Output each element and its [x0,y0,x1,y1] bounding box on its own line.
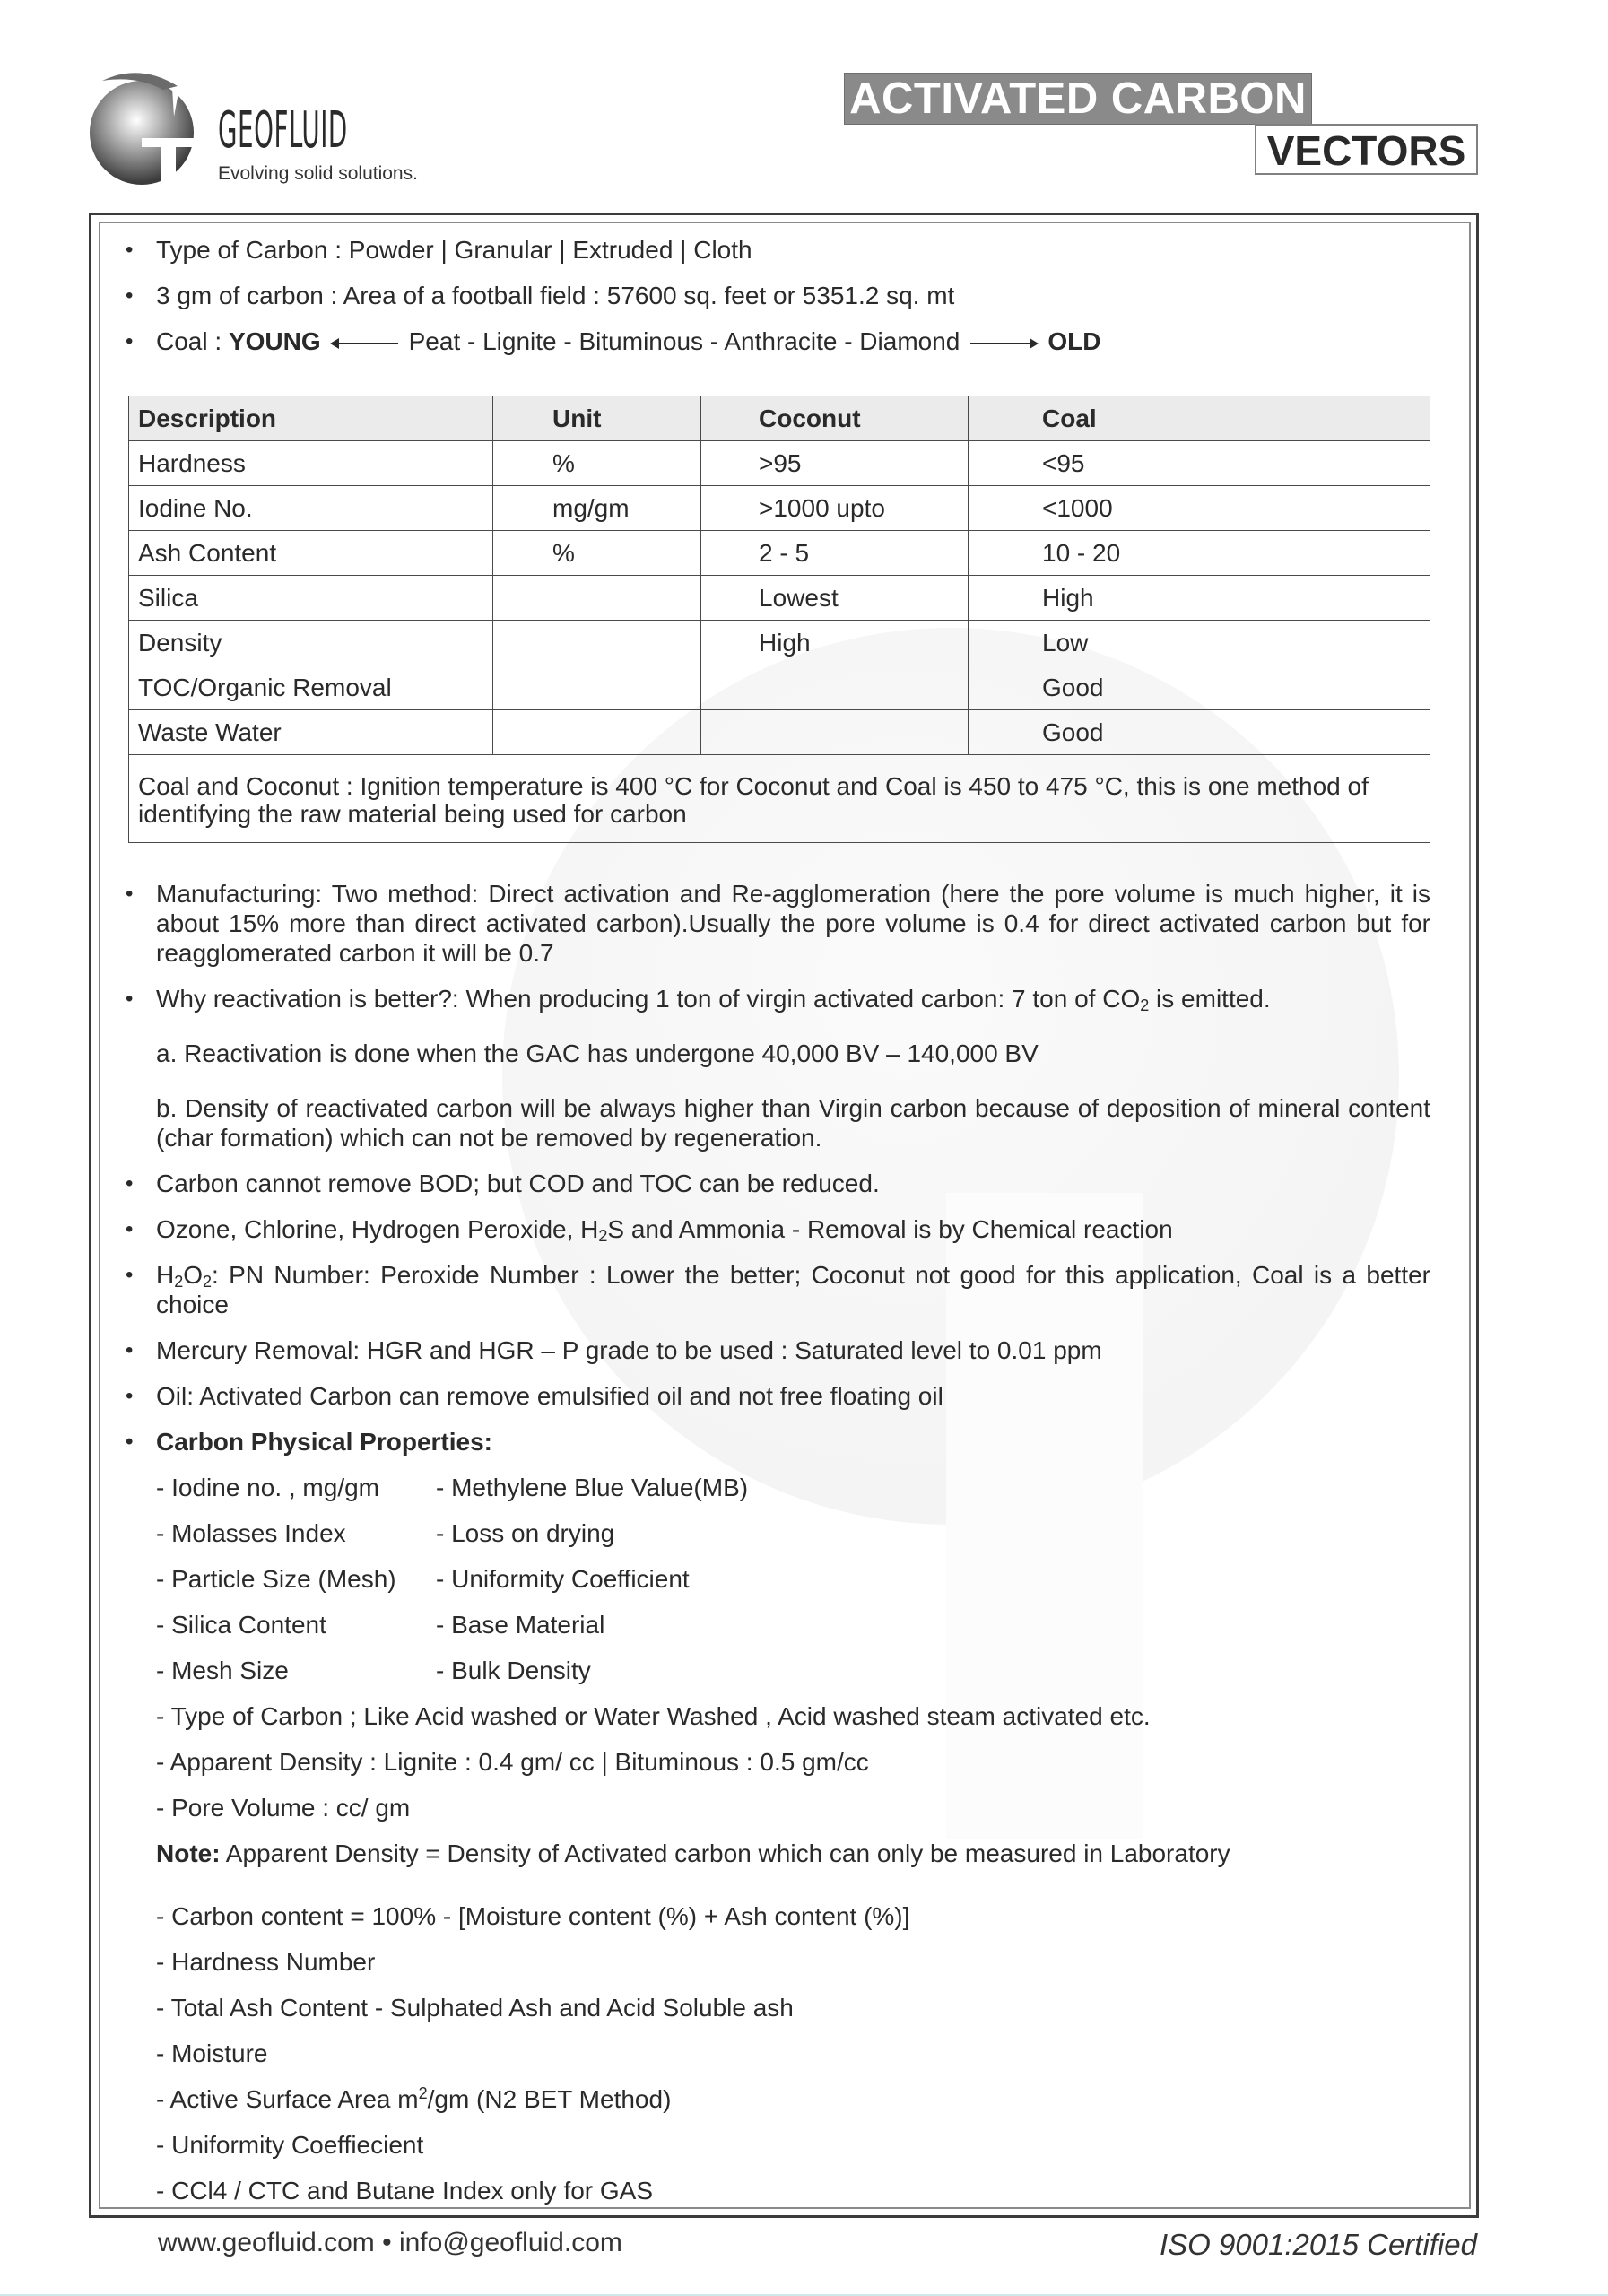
reactivation-point-b: b. Density of reactivated carbon will be always higher than Virgin carbon because of deposition of mineral content (char formation) which can not be removed by regeneration. [156,1094,1430,1152]
hardness-number-line: - Hardness Number [156,1948,376,1976]
subscript: 2 [598,1227,608,1245]
heading-physical-properties: • Carbon Physical Properties: [126,1427,1430,1457]
property-item: - Silica Content [156,1611,326,1639]
bullet-oil: • Oil: Activated Carbon can remove emulsified oil and not free floating oil [126,1381,1430,1411]
page-title: ACTIVATED CARBON [844,73,1312,125]
document-content [126,235,1430,2205]
header-coal: Coal [969,396,1430,441]
cell-description: Waste Water [129,710,493,755]
cell-coal: 10 - 20 [969,531,1430,576]
table-row [129,621,1430,665]
bullet-chemical-removal [126,1214,1430,1244]
props-row [156,1656,1430,1701]
bullet-manufacturing: • Manufacturing: Two method: Direct activation and Re-agglomeration (here the pore volume is much higher, it is about 15% more than direct activated carbon).Usually the pore volume is 0.4 for direct activated carbon but for reagglomerated carbon it will be 0.7 [126,879,1430,968]
bullet-type-of-carbon: • Type of Carbon : Powder | Granular | Extruded | Cloth [126,235,1430,281]
bullet-reactivation [126,984,1430,1013]
table-row [129,441,1430,486]
reactivation-text: Why reactivation is better?: When producing 1 ton of virgin activated carbon: 7 ton of CO [156,985,1141,1013]
table-row [129,710,1430,755]
coal-prefix: Coal : [156,327,229,355]
cell-description: Density [129,621,493,665]
cell-coal: <1000 [969,486,1430,531]
cell-coal: <95 [969,441,1430,486]
footer-certification: ISO 9001:2015 Certified [1159,2228,1477,2261]
cell-coal: High [969,576,1430,621]
type-of-carbon-line: - Type of Carbon ; Like Acid washed or Water Washed , Acid washed steam activated etc. [156,1702,1151,1730]
physical-properties-grid [126,1473,1430,1701]
intro-bullets [126,235,1430,372]
table-row [129,531,1430,576]
property-item: - Base Material [436,1611,605,1639]
subscript: 2 [174,1273,184,1291]
table-header-row [129,396,1430,441]
total-ash-line: - Total Ash Content - Sulphated Ash and Acid Soluble ash [156,1994,794,2022]
bullet-mercury: • Mercury Removal: HGR and HGR – P grade to be used : Saturated level to 0.01 ppm [126,1335,1430,1365]
cell-coconut [701,665,969,710]
coal-young-label: YOUNG [228,327,321,355]
cell-unit: % [493,531,701,576]
surface-area-line [126,2084,1430,2130]
cell-unit: mg/gm [493,486,701,531]
superscript: 2 [418,2084,428,2102]
coconut-vs-coal-table [128,396,1430,843]
apparent-density-line: - Apparent Density : Lignite : 0.4 gm/ cc | Bituminous : 0.5 gm/cc [156,1748,869,1776]
props-row [156,1610,1430,1656]
cell-unit [493,621,701,665]
bullet-surface-area: • 3 gm of carbon : Area of a football field : 57600 sq. feet or 5351.2 sq. mt [126,281,1430,326]
apparent-density-note [126,1839,1430,1901]
bullet-coal-age [126,326,1430,372]
cell-description: Hardness [129,441,493,486]
header-unit: Unit [493,396,701,441]
carbon-content-line: - Carbon content = 100% - [Moisture content (%) + Ash content (%)] [156,1902,910,1930]
uniformity-line: - Uniformity Coeffiecient [156,2131,424,2159]
ignition-note: Coal and Coconut : Ignition temperature is 400 °C for Coconut and Coal is 450 to 475 °C, this is one method of identifying the raw material being used for carbon [129,755,1430,843]
note-text: Apparent Density = Density of Activated carbon which can only be measured in Laboratory [220,1839,1230,1867]
property-item: - Uniformity Coefficient [436,1565,690,1593]
coal-old-label: OLD [1047,327,1101,355]
cell-coconut: Lowest [701,576,969,621]
props-row [156,1564,1430,1610]
header-description: Description [129,396,493,441]
pore-volume-line: - Pore Volume : cc/ gm [156,1794,411,1822]
reactivation-point-a: a. Reactivation is done when the GAC has undergone 40,000 BV – 140,000 BV [156,1039,1039,1067]
cell-description: Silica [129,576,493,621]
table-note-row [129,755,1430,843]
cell-unit: % [493,441,701,486]
property-item: - Loss on drying [436,1519,615,1547]
moisture-line: - Moisture [156,2039,268,2067]
table-row [129,576,1430,621]
table-row [129,665,1430,710]
cell-coal: Good [969,710,1430,755]
company-logo [86,70,445,196]
surface-area-text: - Active Surface Area m [156,2085,419,2113]
property-item: - Bulk Density [436,1657,591,1684]
note-label: Note: [156,1839,221,1867]
bullet-bod: • Carbon cannot remove BOD; but COD and TOC can be reduced. [126,1169,1430,1198]
cell-coconut [701,710,969,755]
ozone-text: Ozone, Chlorine, Hydrogen Peroxide, H [156,1215,599,1243]
cell-description: TOC/Organic Removal [129,665,493,710]
coal-series: Peat - Lignite - Bituminous - Anthracite - Diamond [408,327,960,355]
h2o2-h: H [156,1261,175,1289]
cell-coconut: 2 - 5 [701,531,969,576]
cell-coal: Low [969,621,1430,665]
ozone-text-end: S and Ammonia - Removal is by Chemical reaction [607,1215,1173,1243]
notes-list [126,879,1430,2222]
bullet-peroxide [126,1260,1430,1319]
property-item: - Iodine no. , mg/gm [156,1474,380,1501]
cell-description: Ash Content [129,531,493,576]
props-row [156,1473,1430,1518]
table-row [129,486,1430,531]
reactivation-text-end: is emitted. [1149,985,1271,1013]
footer-contact: www.geofluid.com • info@geofluid.com [158,2228,622,2257]
props-row [156,1518,1430,1564]
subscript: 2 [203,1273,213,1291]
logo-tagline: Evolving solid solutions. [218,163,418,184]
property-item: - Methylene Blue Value(MB) [436,1474,749,1501]
cell-coal: Good [969,665,1430,710]
cell-unit [493,576,701,621]
subscript: 2 [1140,996,1150,1014]
ccl4-line: - CCl4 / CTC and Butane Index only for GAS [156,2177,654,2205]
surface-area-text-end: /gm (N2 BET Method) [427,2085,672,2113]
logo-wordmark: GEOFLUID [218,101,348,160]
arrow-right-icon [970,343,1037,344]
cell-unit [493,710,701,755]
property-item: - Molasses Index [156,1519,346,1547]
globe-logo-icon [86,70,201,185]
cell-unit [493,665,701,710]
header-coconut: Coconut [701,396,969,441]
h2o2-o: O [183,1261,204,1289]
peroxide-text: : PN Number: Peroxide Number : Lower the better; Coconut not good for this application, Coal is a better choice [156,1261,1430,1318]
page-subtitle: VECTORS [1255,124,1478,175]
arrow-left-icon [332,343,398,344]
cell-coconut: >1000 upto [701,486,969,531]
cell-description: Iodine No. [129,486,493,531]
property-item: - Particle Size (Mesh) [156,1565,396,1593]
cell-coconut: >95 [701,441,969,486]
property-item: - Mesh Size [156,1657,289,1684]
cell-coconut: High [701,621,969,665]
